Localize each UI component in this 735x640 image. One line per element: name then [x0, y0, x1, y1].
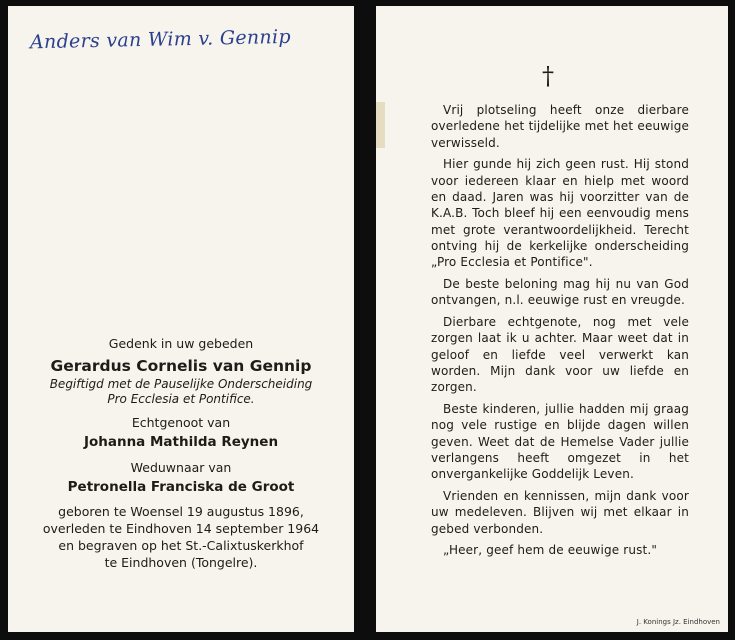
bio-line-birth: geboren te Woensel 19 augustus 1896,	[58, 504, 304, 519]
bio-line-burial: en begraven op het St.-Calixtuskerkhof	[58, 538, 304, 553]
honor-line-1: Begiftigd met de Pauselijke Onderscheiding	[49, 377, 313, 391]
prayer-intro: Gedenk in uw gebeden	[108, 336, 254, 351]
paragraph: De beste beloning mag hij nu van God ontvangen, n.l. eeuwige rust en vreugde.	[431, 276, 689, 308]
paragraph: Dierbare echtgenote, nog met vele zorgen laat ik u achter. Maar weet dat in geloof en liefde veel verwerkt kan worden. Mijn dank voor uw liefde en zorgen.	[431, 315, 689, 395]
bio-line-place: te Eindhoven (Tongelre).	[104, 555, 258, 570]
paragraph: Beste kinderen, jullie hadden mij graag nog vele rustige en blijde dagen willen geven. Weet dat de Hemelse Vader jullie verlangens heeft omgezet in het onvergankelijke Goddelijk Leven.	[431, 402, 689, 482]
honor-line-2: Pro Ecclesia et Pontifice.	[107, 392, 255, 406]
biography	[8, 503, 354, 571]
printer-credit: J. Konings Jz. Eindhoven	[636, 618, 720, 626]
paragraph: Vrienden en kennissen, mijn dank voor uw medeleven. Blijven wij met elkaar in gebed verbonden.	[431, 489, 689, 536]
memorial-details	[8, 336, 354, 571]
handwritten-note: Anders van Wim v. Gennip	[29, 25, 292, 54]
paragraph: Vrij plotseling heeft onze dierbare overledene het tijdelijke met het eeuwige verwisseld.	[431, 103, 689, 150]
tape-mark	[376, 102, 385, 148]
deceased-name: Gerardus Cornelis van Gennip	[50, 357, 312, 375]
paragraph: Hier gunde hij zich geen rust. Hij stond voor iedereen klaar en hielp met woord en daad. Jaren was hij voorzitter van de K.A.B. Toch bleef hij een eenvoudig mens met grote verantwoordelijkheid. Terecht ontving hij de kerkelijke onderscheiding „Pro Ecclesia et Pontifice".	[431, 157, 689, 270]
memorial-card-front	[8, 6, 354, 632]
spouse-label: Echtgenoot van	[131, 415, 231, 430]
cross-icon: †	[542, 62, 554, 90]
late-spouse-name: Petronella Franciska de Groot	[67, 479, 295, 495]
memorial-text	[431, 102, 689, 564]
memorial-card-back	[376, 6, 728, 632]
closing-prayer: „Heer, geef hem de eeuwige rust."	[443, 543, 657, 558]
spouse-name: Johanna Mathilda Reynen	[83, 434, 279, 450]
bio-line-death: overleden te Eindhoven 14 september 1964	[42, 521, 320, 536]
widower-label: Weduwnaar van	[130, 460, 232, 475]
